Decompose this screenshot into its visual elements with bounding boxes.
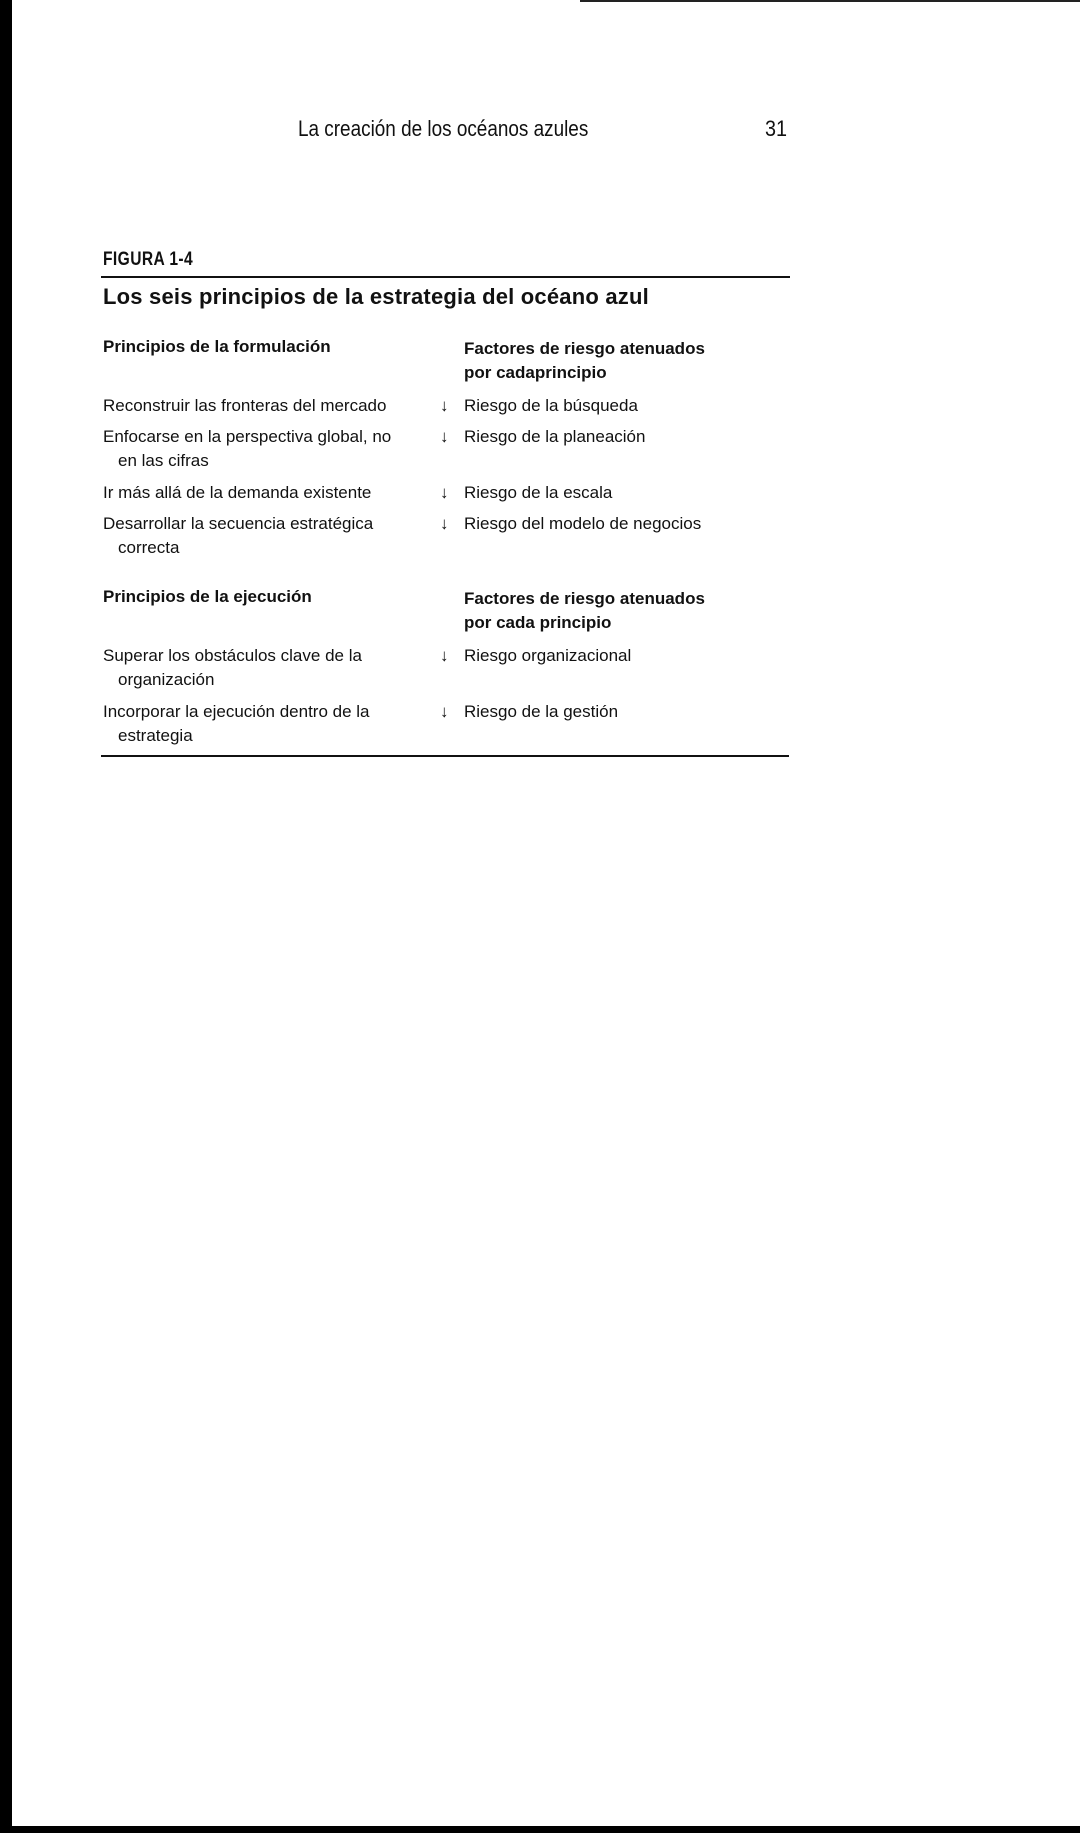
execution-risks-heading — [464, 587, 705, 635]
risks-heading-line1: Factores de riesgo atenuados — [464, 589, 705, 608]
risk-text: Riesgo de la gestión — [464, 702, 619, 721]
scan-bottom-border — [0, 1826, 1080, 1833]
principle-item — [103, 394, 423, 418]
formulation-risks-heading — [464, 337, 705, 385]
figure-bottom-rule — [101, 755, 789, 757]
page-number: 31 — [765, 116, 788, 141]
risk-item — [440, 644, 632, 668]
risk-item — [440, 425, 646, 449]
principle-text-cont: estrategia — [118, 726, 193, 745]
principle-item — [103, 481, 423, 505]
figure-top-rule — [101, 276, 790, 278]
principle-item — [103, 425, 423, 473]
down-arrow-icon: ↓ — [440, 702, 449, 721]
risk-item — [440, 512, 702, 536]
down-arrow-icon: ↓ — [440, 483, 449, 502]
principle-item — [103, 644, 423, 692]
running-head: La creación de los océanos azules — [298, 116, 589, 141]
risk-text: Riesgo de la planeación — [464, 427, 646, 446]
risk-text: Riesgo de la búsqueda — [464, 396, 638, 415]
execution-principles-heading: Principios de la ejecución — [103, 587, 312, 606]
principle-text: Desarrollar la secuencia estratégica — [103, 514, 374, 533]
principle-text: Superar los obstáculos clave de la — [103, 646, 362, 665]
principle-text: Enfocarse en la perspectiva global, no — [103, 427, 392, 446]
risks-heading-line1: Factores de riesgo atenuados — [464, 339, 705, 358]
risk-text: Riesgo de la escala — [464, 483, 613, 502]
risk-item — [440, 700, 619, 724]
risk-text: Riesgo organizacional — [464, 646, 632, 665]
risk-item — [440, 394, 638, 418]
principle-item — [103, 512, 423, 560]
down-arrow-icon: ↓ — [440, 646, 449, 665]
scan-top-edge — [580, 0, 1080, 2]
figure-label: FIGURA 1-4 — [103, 249, 194, 270]
risk-item — [440, 481, 613, 505]
risk-text: Riesgo del modelo de negocios — [464, 514, 702, 533]
principle-text: Ir más allá de la demanda existente — [103, 483, 372, 502]
formulation-principles-heading: Principios de la formulación — [103, 337, 331, 356]
principle-item — [103, 700, 423, 748]
risks-heading-line2: por cadaprincipio — [464, 363, 607, 382]
principle-text: Incorporar la ejecución dentro de la — [103, 702, 370, 721]
figure-title: Los seis principios de la estrategia del océano azul — [103, 284, 649, 309]
principle-text: Reconstruir las fronteras del mercado — [103, 396, 387, 415]
principle-text-cont: organización — [118, 670, 215, 689]
down-arrow-icon: ↓ — [440, 514, 449, 533]
principle-text-cont: correcta — [118, 538, 180, 557]
risks-heading-line2: por cada principio — [464, 613, 612, 632]
down-arrow-icon: ↓ — [440, 396, 449, 415]
scan-left-border — [0, 0, 12, 1833]
down-arrow-icon: ↓ — [440, 427, 449, 446]
principle-text-cont: en las cifras — [118, 451, 209, 470]
